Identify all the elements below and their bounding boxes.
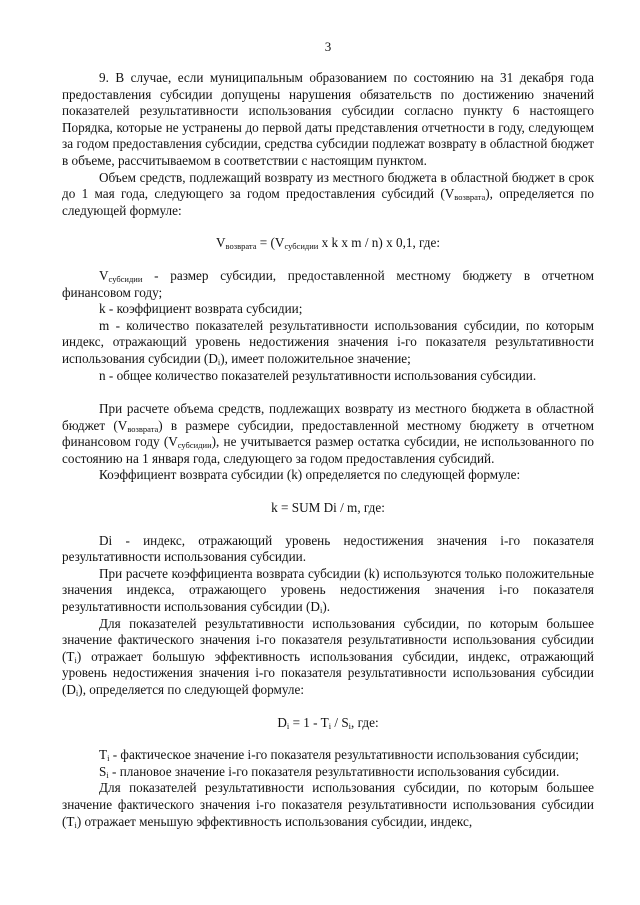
paragraph-volume: Объем средств, подлежащий возврату из местного бюджета в областной бюджет в срок до 1 мая года, следующего за годом предоставления субсидий $(V_{возврата})$, определяется по следующей формуле: — [62, 169, 594, 218]
definition-si: $S_i$ - плановое значение i-го показателя результативности использования субсидии. — [99, 763, 560, 780]
definition-ti: $T_i$ - фактическое значение i-го показателя результативности использования субсидии; — [99, 747, 579, 764]
paragraph-9: 9. В случае, если муниципальным образованием по состоянию на 31 декабря года предоставления субсидии допущены нарушения обязательств по достижению значений показателей результативности использования субсидии согласно пункту 6 настоящего Порядка, которые не устранены до первой даты представления отчетности в году, следующем за годом предоставления субсидии, средства субсидии подлежат возврату в областной бюджет в объеме, рассчитываемом в соответствии с настоящим пунктом. — [62, 70, 594, 168]
definition-vsubsidy: $V_{субсидии}$ - размер субсидии, предоставленной местному бюджету в отчетном финансовом году; — [62, 267, 594, 300]
paragraph-lesser-efficiency: Для показателей результативности использования субсидии, по которым большее значение фактического значения i-го показателя результативности использования субсидии $(T_i)$ отражает меньшую эффективность использования субсидии, индекс, — [62, 780, 594, 830]
paragraph-greater-efficiency: Для показателей результативности использования субсидии, по которым большее значение фактического значения i-го показателя результативности использования субсидии $(T_i)$ отражает большую эффективность использования субсидии, индекс, отражающий уровень недостижения значения i-го показателя результативности использования субсидии $(D_i)$, определяется по следующей формуле: — [62, 615, 594, 698]
page-number: 3 — [324, 39, 332, 54]
paragraph-calculation: При расчете объема средств, подлежащих возврату из местного бюджета в областной бюджет $(V_{возврата})$ в размере субсидии, предоставленной местному бюджету в отчетном финансовом году $(V_{субсидии})$, не учитывается размер остатка субсидии, не использованного по состоянию на 1 января года, следующего за годом предоставления субсидий. — [62, 401, 594, 466]
definition-di: Di - индекс, отражающий уровень недостижения значения i-го показателя результативности использования субсидии. — [62, 532, 594, 565]
formula-di: $D_i = 1 - T_i / S_i$, где: — [277, 714, 379, 731]
formula-return-volume: $V_{возврата} = (V_{субсидии}$ x k x m / n) x 0,1, где: — [215, 235, 441, 252]
definition-m: m - количество показателей результативности использования субсидии, по которым индекс, отражающий уровень недостижения значения i-го показателя результативности использования субсидии $(D_i)$, имеет положительное значение; — [62, 317, 594, 367]
definition-k: k - коэффициент возврата субсидии; — [99, 301, 303, 317]
definition-n: n - общее количество показателей результативности использования субсидии. — [99, 367, 537, 383]
document-page — [62, 40, 594, 830]
formula-k: k = SUM Di / m, где: — [271, 500, 385, 516]
paragraph-positive-values: При расчете коэффициента возврата субсидии (k) используются только положительные значения индекса, отражающего уровень недостижения значения i-го показателя результативности использования субсидии $(D_i)$. — [62, 565, 594, 616]
paragraph-k-intro: Коэффициент возврата субсидии (k) определяется по следующей формуле: — [99, 467, 521, 483]
